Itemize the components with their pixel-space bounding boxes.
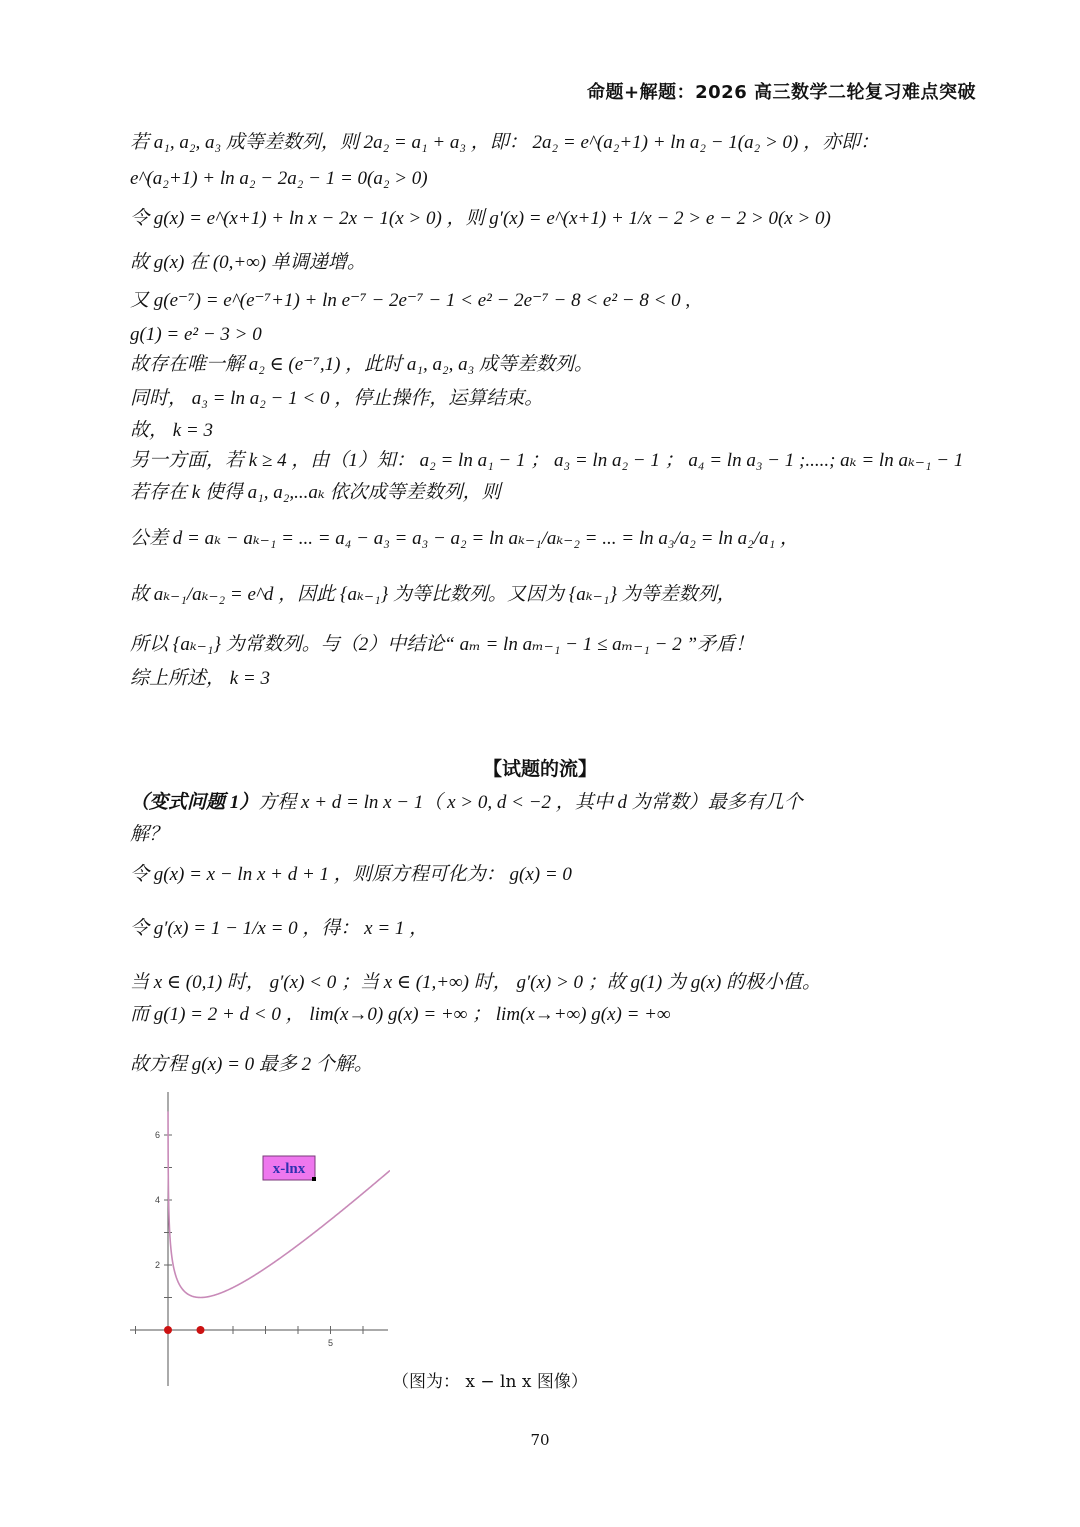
text-line-1: 若 a₁, a₂, a₃ 成等差数列，则 2a₂ = a₁ + a₃ ，即： 2a₂ = e^(a₂+1) + ln a₂ − 1(a₂ > 0) ，亦即：	[130, 132, 880, 153]
text-line-5: 又 g(e⁻⁷) = e^(e⁻⁷+1) + ln e⁻⁷ − 2e⁻⁷ − 1 < e² − 2e⁻⁷ − 8 < e² − 8 < 0 ,	[130, 290, 691, 311]
solution-line-5: 故方程 g(x) = 0 最多 2 个解。	[130, 1054, 373, 1075]
text-line-3: 令 g(x) = e^(x+1) + ln x − 2x − 1(x > 0) ，则 g′(x) = e^(x+1) + 1/x − 2 > e − 2 > 0(x > 0)	[130, 208, 831, 229]
legend-handle	[312, 1177, 316, 1181]
text-line-10: 另一方面，若 k ≥ 4 ，由（1）知： a₂ = ln a₁ − 1 ； a₃ = ln a₂ − 1 ； a₄ = ln a₃ − 1 ;.....; aₖ = ln aₖ₋₁ − 1	[130, 450, 964, 471]
data-point-1	[164, 1326, 172, 1334]
solution-line-3: 当 x ∈ (0,1) 时， g′(x) < 0 ；当 x ∈ (1,+∞) 时， g′(x) > 0 ；故 g(1) 为 g(x) 的极小值。	[130, 972, 822, 993]
function-graph	[128, 1090, 390, 1388]
y-tick-label: 2	[154, 1260, 160, 1270]
text-line-11: 若存在 k 使得 a₁, a₂,...aₖ 依次成等差数列，则	[130, 482, 501, 503]
page-number: 70	[530, 1431, 550, 1449]
variant-label: （变式问题 1）	[130, 792, 259, 813]
y-tick-label: 6	[154, 1130, 160, 1140]
variant-text: 方程 x + d = ln x − 1（ x > 0, d < −2 ，其中 d 为常数）最多有几个	[258, 792, 803, 813]
text-line-12: 公差 d = aₖ − aₖ₋₁ = ... = a₄ − a₃ = a₃ − a₂ = ln aₖ₋₁/aₖ₋₂ = ... = ln a₃/a₂ = ln a₂/a₁ ，	[130, 528, 799, 549]
text-line-13: 故 aₖ₋₁/aₖ₋₂ = e^d ，因此 {aₖ₋₁} 为等比数列。又因为 {aₖ₋₁} 为等差数列，	[130, 584, 736, 605]
text-line-8: 同时， a₃ = ln a₂ − 1 < 0 ，停止操作，运算结束。	[130, 388, 544, 409]
y-tick-label: 4	[154, 1195, 160, 1205]
figure-caption: （图为： x − ln x 图像）	[392, 1372, 588, 1392]
page-header: 命题+解题：2026 高三数学二轮复习难点突破	[587, 82, 976, 103]
series-x-lnx-curve	[168, 1111, 390, 1297]
text-line-2: e^(a₂+1) + ln a₂ − 2a₂ − 1 = 0(a₂ > 0)	[130, 168, 428, 189]
variant-question	[130, 792, 803, 815]
solution-line-1: 令 g(x) = x − ln x + d + 1 ，则原方程可化为： g(x) = 0	[130, 864, 572, 885]
text-line-9: 故， k = 3	[130, 420, 214, 441]
x-tick-label: 5	[327, 1338, 334, 1348]
text-line-14: 所以 {aₖ₋₁} 为常数列。与（2）中结论“ aₘ = ln aₘ₋₁ − 1 ≤ aₘ₋₁ − 2 ”矛盾！	[130, 634, 755, 655]
section-title: 【试题的流】	[482, 758, 597, 780]
legend-label: x-lnx	[272, 1161, 306, 1177]
solution-line-2: 令 g′(x) = 1 − 1/x = 0 ，得： x = 1 ，	[130, 918, 429, 939]
variant-question-cont: 解？	[130, 824, 169, 845]
text-line-6: g(1) = e² − 3 > 0	[130, 324, 262, 345]
text-line-4: 故 g(x) 在 (0,+∞) 单调递增。	[130, 252, 366, 273]
text-line-7: 故存在唯一解 a₂ ∈ (e⁻⁷,1) ，此时 a₁, a₂, a₃ 成等差数列。	[130, 354, 593, 375]
text-line-15: 综上所述， k = 3	[130, 668, 271, 689]
data-point-2	[197, 1326, 205, 1334]
solution-line-4: 而 g(1) = 2 + d < 0 ， lim(x→0) g(x) = +∞ ； lim(x→+∞) g(x) = +∞	[130, 1004, 671, 1025]
